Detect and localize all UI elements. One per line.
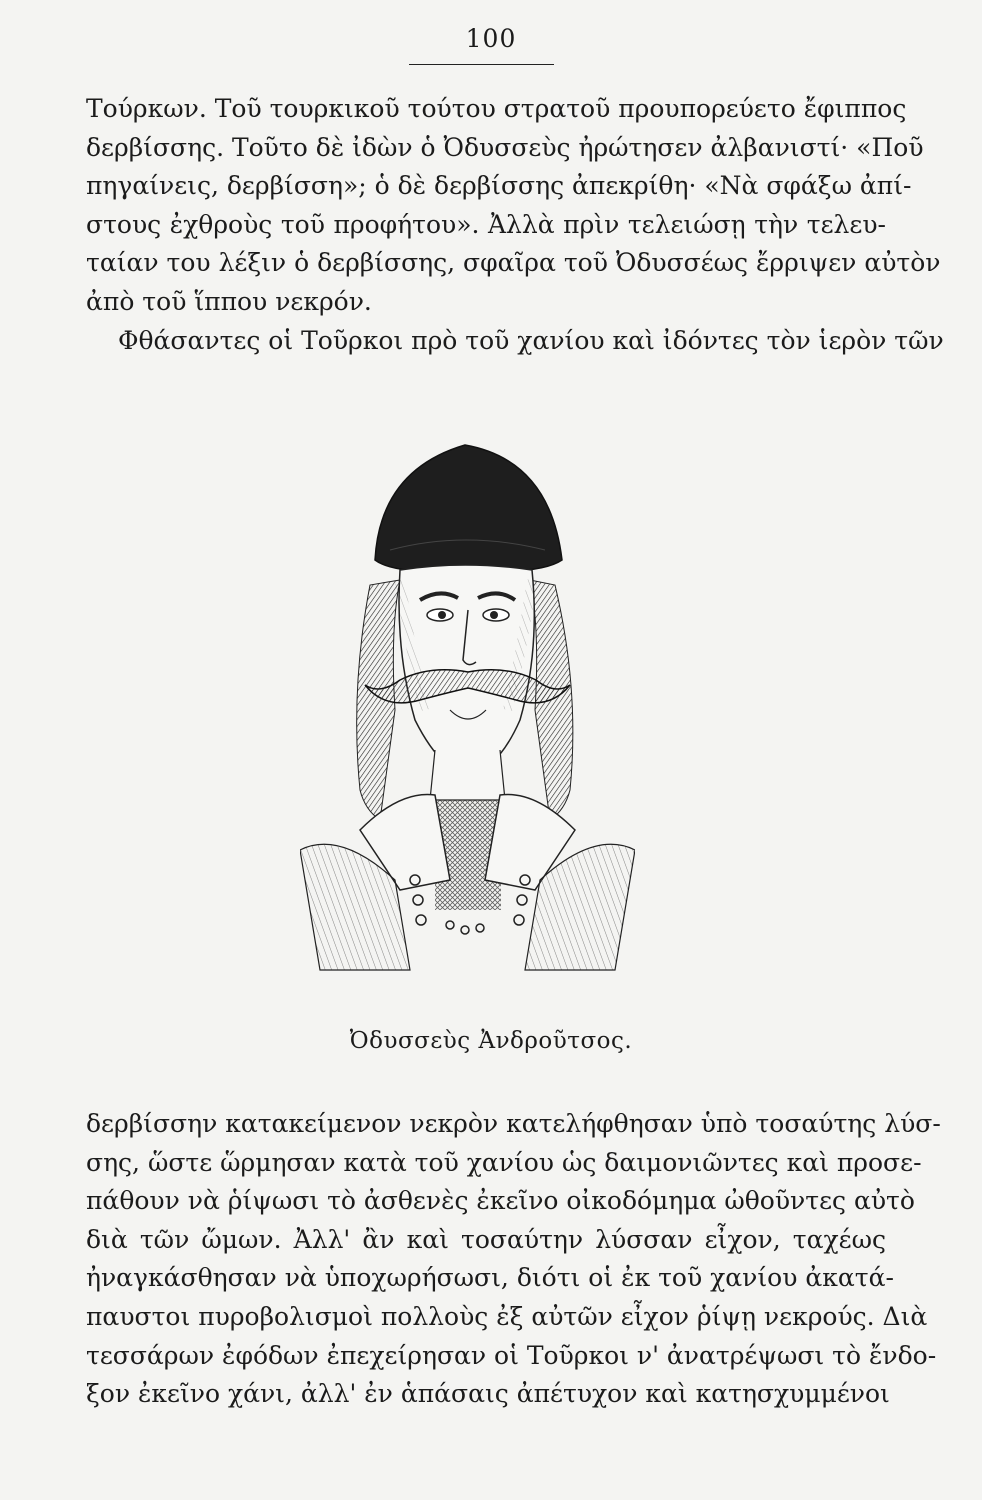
text-line: δερβίσσης. Τοῦτο δὲ ἰδὼν ὁ Ὀδυσσεὺς ἠρώτησεν ἀλβανιστί· «Ποῦ [86,132,924,162]
text-line: τεσσάρων ἐφόδων ἐπεχείρησαν οἱ Τοῦρκοι ν' ἀνατρέψωσι τὸ ἔνδο- [86,1340,937,1370]
illustration-caption: Ὀδυσσεὺς Ἀνδροῦτσος. [349,1028,633,1054]
text-line: στους ἐχθροὺς τοῦ προφήτου». Ἀλλὰ πρὶν τελειώσῃ τὴν τελευ- [86,209,886,239]
text-line: ταίαν του λέξιν ὁ δερβίσσης, σφαῖρα τοῦ Ὀδυσσέως ἔρριψεν αὐτὸν [86,248,941,278]
text-line: πηγαίνεις, δερβίσση»; ὁ δὲ δερβίσσης ἀπεκρίθη· «Νὰ σφάξω ἀπί- [86,171,912,201]
text-line: σης, ὥστε ὥρμησαν κατὰ τοῦ χανίου ὡς δαιμονιῶντες καὶ προσε- [86,1147,922,1177]
portrait-image [300,410,635,990]
paragraph-bottom [86,1105,941,1414]
text-line: δερβίσσην κατακείμενον νεκρὸν κατελήφθησαν ὑπὸ τοσαύτης λύσ- [86,1109,941,1138]
text-line: παυστοι πυροβολισμοὶ πολλοὺς ἐξ αὐτῶν εἶχον ῥίψῃ νεκρούς. Διὰ [86,1301,928,1331]
text-line: διὰ τῶν ὤμων. Ἀλλ' ἂν καὶ τοσαύτην λύσσαν εἶχον, ταχέως [86,1224,886,1254]
text-line: πάθουν νὰ ῥίψωσι τὸ ἀσθενὲς ἐκεῖνο οἰκοδόμημα ὠθοῦντες αὐτὸ [86,1186,915,1216]
text-line: Φθάσαντες οἱ Τοῦρκοι πρὸ τοῦ χανίου καὶ ἰδόντες τὸν ἱερὸν τῶν [118,325,944,355]
text-line: ξον ἐκεῖνο χάνι, ἀλλ' ἐν ἁπάσαις ἀπέτυχον καὶ κατησχυμμένοι [86,1379,890,1409]
paragraph-top [86,90,944,360]
header-rule [409,64,554,65]
text-line: ἀπὸ τοῦ ἵππου νεκρόν. [86,286,372,316]
text-line: Τούρκων. Τοῦ τουρκικοῦ τούτου στρατοῦ προυπορεύετο ἔφιππος [86,94,907,123]
fez-cap [375,445,562,571]
page-number: 100 [465,24,517,53]
text-line: ἠναγκάσθησαν νὰ ὑποχωρήσωσι, διότι οἱ ἐκ τοῦ χανίου ἀκατά- [86,1263,894,1293]
portrait-engraving [300,410,635,990]
